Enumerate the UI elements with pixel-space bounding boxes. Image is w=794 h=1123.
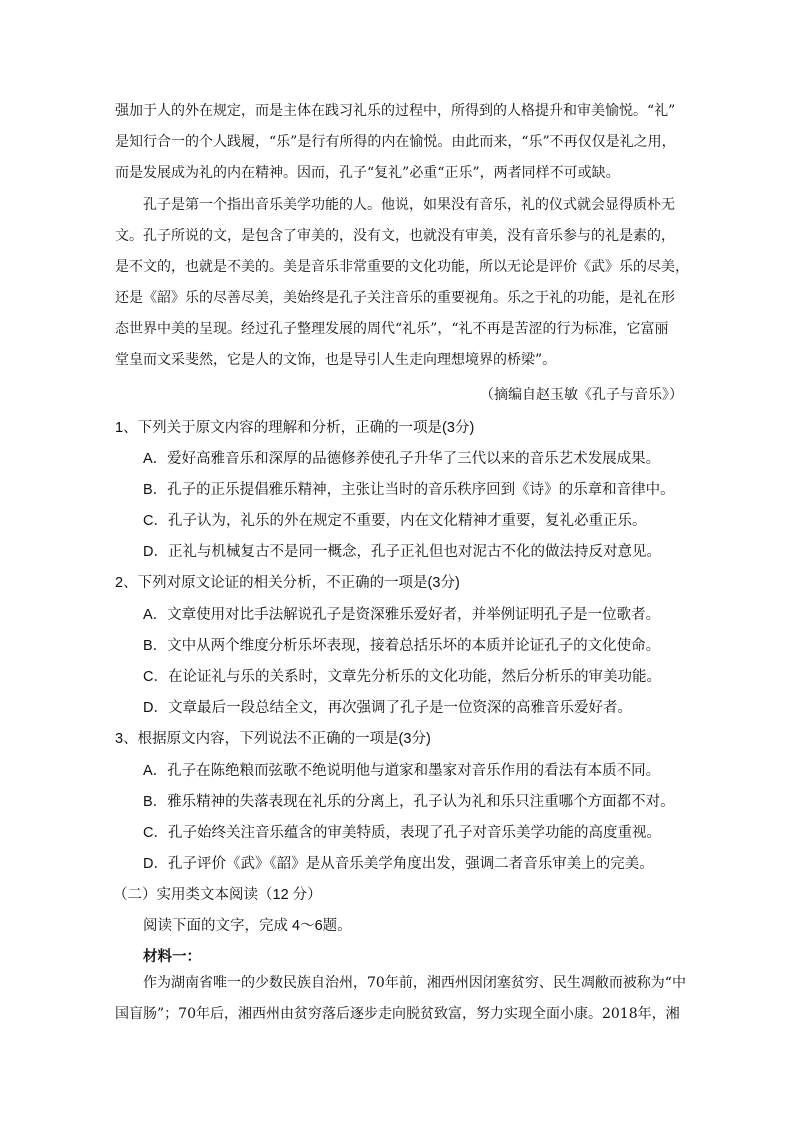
question-option: A．爱好高雅音乐和深厚的品德修养使孔子升华了三代以来的音乐艺术发展成果。 — [143, 451, 661, 467]
question-option: B．文中从两个维度分析乐坏表现，接着总括乐坏的本质并论证孔子的文化使命。 — [143, 638, 661, 654]
text-line: 强加于人的外在规定，而是主体在践习礼乐的过程中，所得到的人格提升和审美愉悦。“礼” — [115, 103, 676, 119]
question-stem: 1、下列关于原文内容的理解和分析，正确的一项是(3分) — [115, 420, 475, 436]
text-line: 国盲肠”；70年后，湘西州由贫穷落后逐步走向脱贫致富，努力实现全面小康。2018年，湘 — [115, 1006, 680, 1022]
question-option: D．正礼与机械复古不是同一概念，孔子正礼但也对泥古不化的做法持反对意见。 — [143, 544, 661, 560]
material-paragraph — [115, 968, 686, 1030]
section-heading: （二）实用类文本阅读（12 分） — [113, 887, 322, 903]
question-option: C．孔子始终关注音乐蕴含的审美特质，表现了孔子对音乐美学功能的高度重视。 — [143, 825, 661, 841]
text-line: 文。孔子所说的文，是包含了审美的，没有文，也就没有审美，没有音乐参与的礼是素的， — [115, 228, 675, 244]
text-line: 是不文的，也就是不美的。美是音乐非常重要的文化功能，所以无论是评价《武》乐的尽美， — [115, 259, 689, 275]
source-citation: （摘编自赵玉敏《孔子与音乐》） — [480, 387, 683, 403]
passage-paragraph — [115, 96, 683, 189]
passage-paragraph — [115, 190, 689, 376]
text-line: 堂皇而文采斐然，它是人的文饰，也是导引人生走向理想境界的桥梁”。 — [115, 352, 557, 368]
section-instruction: 阅读下面的文字，完成 4～6题。 — [143, 918, 352, 934]
material-label: 材料一： — [143, 949, 201, 965]
question-option: A．文章使用对比手法解说孔子是资深雅乐爱好者，并举例证明孔子是一位歌者。 — [143, 607, 661, 623]
question-stem: 2、下列对原文论证的相关分析，不正确的一项是(3分) — [115, 575, 460, 591]
text-line: 而是发展成为礼的内在精神。因而，孔子“复礼”必重“正乐”，两者同样不可或缺。 — [115, 165, 620, 181]
question-option: C．孔子认为，礼乐的外在规定不重要，内在文化精神才重要，复礼必重正乐。 — [143, 513, 647, 529]
question-option: D．孔子评价《武》《韶》是从音乐美学角度出发，强调二者音乐审美上的完美。 — [143, 856, 654, 872]
question-stem: 3、根据原文内容，下列说法不正确的一项是(3分) — [115, 731, 431, 747]
question-option: C．在论证礼与乐的关系时，文章先分析乐的文化功能，然后分析乐的审美功能。 — [143, 669, 661, 685]
text-line: 作为湖南省唯一的少数民族自治州，70年前，湘西州因闭塞贫穷、民生凋敝而被称为“中 — [143, 975, 686, 991]
question-option: B．雅乐精神的失落表现在礼乐的分离上，孔子认为礼和乐只注重哪个方面都不对。 — [143, 794, 675, 810]
text-line: 是知行合一的个人践履，“乐”是行有所得的内在愉悦。由此而来，“乐”不再仅仅是礼之用， — [115, 134, 676, 150]
question-option: A．孔子在陈绝粮而弦歌不绝说明他与道家和墨家对音乐作用的看法有本质不同。 — [143, 763, 661, 779]
question-option: D．文章最后一段总结全文，再次强调了孔子是一位资深的高雅音乐爱好者。 — [143, 700, 632, 716]
text-line: 态世界中美的呈现。经过孔子整理发展的周代“礼乐”，“礼不再是苦涩的行为标准，它富丽 — [115, 321, 669, 337]
text-line: 还是《韶》乐的尽善尽美，美始终是孔子关注音乐的重要视角。乐之于礼的功能，是礼在形 — [115, 290, 675, 306]
question-option: B．孔子的正乐提倡雅乐精神，主张让当时的音乐秩序回到《诗》的乐章和音律中。 — [143, 482, 675, 498]
text-line: 孔子是第一个指出音乐美学功能的人。他说，如果没有音乐，礼的仪式就会显得质朴无 — [143, 197, 675, 213]
